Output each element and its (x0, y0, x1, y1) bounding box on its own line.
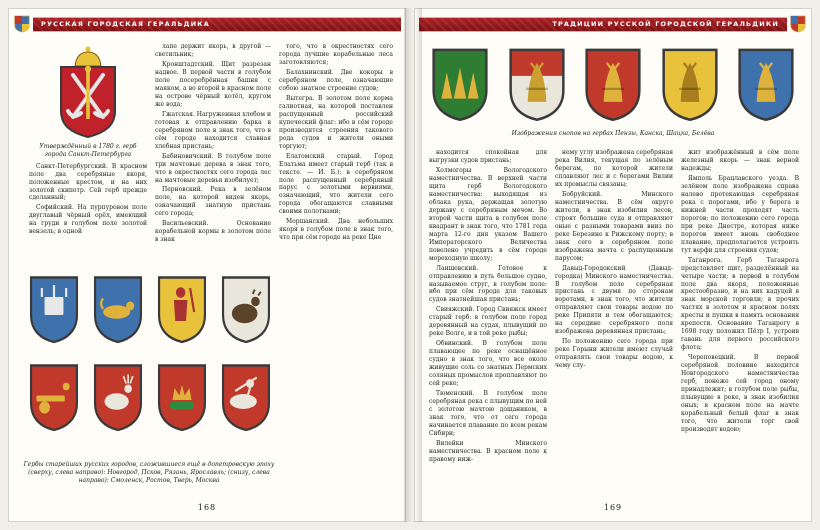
coat-of-arms-moscow (219, 361, 273, 433)
right-col3-text (681, 149, 799, 434)
right-column-3 (681, 149, 799, 501)
paragraph: Вытегра. В золотом поле корма галиотная, на которой поставлен распущенный российский купеческий флаг: ибо в сём городе производятся строения такового рода судов и жители оными торгуют; (279, 94, 393, 150)
right-col1-text (429, 149, 547, 464)
spb-coat-of-arms (47, 43, 129, 139)
left-column-2 (155, 43, 271, 273)
old-cities-figure-caption: Гербы старейших русских городов, сложившиеся ещё в допетровскую эпоху (сверху, слева направо): Новгород, Псков, Рязань, Ярославль; (снизу, слева направо): Смоленск, Ростов, Тверь, Москва (23, 461, 275, 484)
coat-of-arms-ryazan (155, 273, 209, 345)
coat-of-arms-novgorod (27, 273, 81, 345)
paragraph: Обвинский. В голубом поле плавающее по реке оснащённое судно в знак того, что все около живущие соль со знатных Пермских соляных промыслов проплавляют по сей реке; (429, 340, 547, 388)
paragraph: находится спокойная для выгрузки судов пристань; (429, 149, 547, 164)
left-banner-strip (33, 17, 401, 32)
paragraph: Череповецкий. В первой серебряной половине находится Новгородского наместничества герб, понеже сей город оному принадлежит; в голубом поле рыбы, плывущие в реке, в знак изобилия оных; в красном поле на мачте корабельный белый флаг в знак того, что жители торг свой производят водою; (681, 354, 799, 433)
paragraph: того, что в окрестностях сего города лучшие корабельные леса заготовляются; (279, 43, 393, 66)
coat-of-arms-rostov (91, 361, 145, 433)
paragraph: Свияжский. Город Свияжск имеет старый герб: в голубом поле город деревянный на судах, плывущий по реке Волге, и в той реке рыбы; (429, 306, 547, 338)
paragraph: Перновский. Река в зелёном поле, на которой виден якорь, означающий знатную пристань сего города; (155, 186, 271, 218)
paragraph: лапе держит якорь, в другой — светильник; (155, 43, 271, 58)
paragraph: Моршанский. Два небольших якоря в голубом поле в знак того, что при сём городе на реке Цне (279, 218, 393, 242)
left-page-number: 168 (197, 503, 217, 512)
paragraph: Давыд-Городокский (Давыд-городка) Минского наместничества. В голубом поле серебряная пристань с двумя по сторонам воротами, в знак того, что жители отправляют свои товары водою по реке Припяти и тем обогащаются; на середине серебряного поля изображена деревянная пристань; (555, 264, 673, 336)
paragraph: По положению сего города при реке Горыни жители имеют случай отправлять свои товары водою, к чему слу- (555, 338, 673, 370)
page-left (8, 8, 406, 522)
right-banner-strip (419, 17, 787, 32)
paragraph: Софийский. На пурпуровом поле двуглавый чёрный орёл, имеющий на груди в голубом поле золотой вензель; в одной (29, 204, 147, 236)
left-running-title: РУССКАЯ ГОРОДСКАЯ ГЕРАЛЬДИКА (41, 20, 210, 28)
coat-of-arms-tver (155, 361, 209, 433)
sheaf-arms-row (429, 45, 797, 123)
spb-arms-figure (29, 43, 147, 159)
page-right (414, 8, 812, 522)
paragraph: Таганрога. Герб Таганрога представляет щит, разделённый на четыре части; в первой в голубом поле два якоря, положенные крестообразно, и на них кадуцей в знак морской торговли; в прочих частях в золотом и красном полях кресты и пушки в память основания крепости. Основание Таганрогу в 1698 году положил Пётр I, устроив гавань для первого российского флота; (681, 256, 799, 352)
coat-of-arms-pskov (91, 273, 145, 345)
right-page-number: 169 (603, 503, 623, 512)
coat-of-arms-belyov (735, 45, 797, 123)
paragraph: Балахнинский. Две кокоры в серебряном поле, означающие собою знатное строение судов; (279, 68, 393, 92)
paragraph: Холмогоры Вологодского наместничества. В верхней части щита герб Вологодского наместничества: выходящая из облака рука, держащая золотую державу с серебряным мечом. Во второй части щита в голубом поле квадрант в знак того, что 1781 года марта 12-го дня указом Вашего Императорского Величества повелено учредить в сём городе мореходную школу; (429, 166, 547, 262)
left-col2-text (155, 43, 271, 244)
right-column-2 (555, 149, 673, 501)
paragraph: Бабиновичский. В голубом поле три мачтовые дерева в знак того, что в окрестностях сего города лес на мачтовые деревья изобилует; (155, 152, 271, 184)
paragraph: жит изображённый в сём поле железный якорь — знак верной надежды; (681, 149, 799, 172)
paragraph: Гжатская. Нагруженная хлебом и готовая к отправлению барка в серебряном поле в знак того, что в сём городе находится славная хлебная пристань; (155, 110, 271, 150)
arms-caption: Утверждённый в 1780 г. герб города Санкт-Петербурга (39, 143, 137, 158)
coat-of-arms-shatsk (582, 45, 644, 123)
left-col1-text (29, 163, 147, 237)
paragraph: нему углу изображена серебряная река Вилия, текущая по зелёным берегам, по которой жители сплавляют лес и с берегами Вилии их промыслы связаны; (555, 149, 673, 188)
coat-of-arms-kansk (506, 45, 568, 123)
paragraph: Лаишевский. Готовое к отправлению в путь большое судно, называемое струг, в голубом поле: ибо при сём городе для таковых судов знатнейшая пристань; (429, 264, 547, 304)
paragraph: Тюменский. В голубом поле серебряная река с плывущим по ней с золотою мачтою дощаником, в знак того, что от сего города начинается плавание по всем рекам Сибири; (429, 390, 547, 437)
paragraph: Елатомский старый. Город Елатьма имеет старый герб (так в тексте. — И. Б.): в серебряном поле распущенный серебряный парус с золотыми вервиями, означающий, что жители сего города обогащаются славными своими полотнами; (279, 152, 393, 216)
heraldic-emblem-icon (789, 15, 807, 33)
heraldic-emblem-icon (13, 15, 31, 33)
coat-of-arms-smolensk (27, 361, 81, 433)
left-column-3 (279, 43, 393, 479)
right-running-title: ТРАДИЦИИ РУССКОЙ ГОРОДСКОЙ ГЕРАЛЬДИКИ (552, 20, 779, 28)
paragraph: Бобруйский. Минского наместничества. В сём округе жители, в знак изобилия лесов, строят большие суда и отправляют оные с разными товарами вниз по реке Березине к Рижскому порту; в знак сего в серебряном поле изображена мачта с распущенным парусом; (555, 190, 673, 262)
right-col2-text (555, 149, 673, 370)
left-col3-text (279, 43, 393, 242)
old-cities-arms-grid (25, 273, 275, 433)
paragraph: Васильевский. Основание корабельной кормы в золотом поле в знак (155, 220, 271, 244)
paragraph: Кронштадтский. Щит разрезан надвое. В первой части в голубом поле посеребрённая башня с маяком, а во второй в красном поле на острове чёрный котёл, кругом же вода; (155, 60, 271, 108)
paragraph: Санкт-Петербургский. В красном поле два серебряные якоря, положенные крестом, и на них золотой скипетр. Сей герб прежде сделанный; (29, 162, 147, 202)
right-banner (419, 15, 807, 33)
left-banner (13, 15, 401, 33)
paragraph: Вилейки Минского наместничества. В красном поле к правому ниж- (429, 439, 547, 463)
paragraph: Ямполь Брацлавского уезда. В зелёном поле изображена справа налево протекающая серебряная река с порогами, ибо у берега в нижней части проходят часть порогов; по положению сего города при реке Днестре, которая ниже порогов имеет вновь свободное плавание, предполагается устроить тут верфи для строения судов; (681, 174, 799, 254)
coat-of-arms-yaroslavl (219, 273, 273, 345)
imperial-crown-icon (75, 46, 101, 66)
sheaf-figure-caption: Изображения снопов на гербах Пензы, Канска, Шацка, Белёва (511, 130, 715, 137)
right-column-1 (429, 149, 547, 501)
coat-of-arms-sheaf4 (659, 45, 721, 123)
coat-of-arms-penza (429, 45, 491, 123)
left-column-1 (29, 43, 147, 273)
